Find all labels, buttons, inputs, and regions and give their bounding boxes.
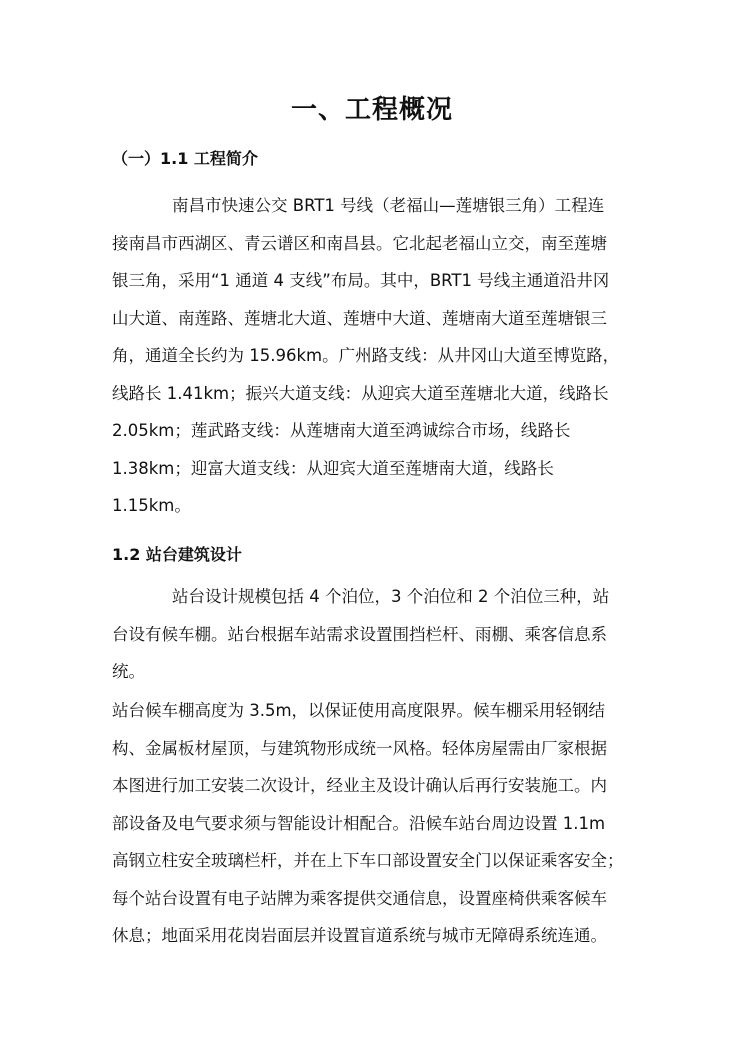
- paragraph-line: 休息；地面采用花岗岩面层并设置盲道系统与城市无障碍系统连通。: [112, 926, 607, 945]
- paragraph-line: 山大道、南莲路、莲塘北大道、莲塘中大道、莲塘南大道至莲塘银三: [112, 308, 607, 328]
- paragraph-line: 南昌市快速公交 BRT1 号线（老福山—莲塘银三角）工程连: [172, 196, 605, 215]
- paragraph-canopy-details: [112, 692, 636, 955]
- paragraph-line: 线路长 1.41km；振兴大道支线：从迎宾大道至莲塘北大道，线路长: [112, 383, 609, 403]
- paragraph-line: 统。: [112, 662, 145, 681]
- paragraph-line: 2.05km；莲武路支线：从莲塘南大道至鸿诚综合市场，线路长: [112, 421, 571, 440]
- paragraph-line: 每个站台设置有电子站牌为乘客提供交通信息，设置座椅供乘客候车: [112, 888, 607, 908]
- section-heading-intro: （一）1.1 工程简介: [112, 149, 258, 168]
- paragraph-line: 角，通道全长约为 15.96km。广州路支线：从井冈山大道至博览路，: [112, 346, 620, 365]
- paragraph-line: 1.15km。: [112, 496, 191, 515]
- paragraph-line: 本图进行加工安装二次设计，经业主及设计确认后再行安装施工。内: [112, 776, 607, 795]
- paragraph-line: 站台设计规模包括 4 个泊位，3 个泊位和 2 个泊位三种，站: [172, 587, 610, 606]
- paragraph-line: 高钢立柱安全玻璃栏杆，并在上下车口部设置安全门以保证乘客安全；: [112, 851, 624, 870]
- page-title: 一、工程概况: [290, 95, 453, 125]
- paragraph-line: 接南昌市西湖区、青云谱区和南昌县。它北起老福山立交，南至莲塘: [112, 233, 607, 253]
- section-heading-station-design: 1.2 站台建筑设计: [112, 545, 242, 564]
- paragraph-line: 银三角，采用“1 通道 4 支线”布局。其中，BRT1 号线主通道沿井冈: [112, 271, 610, 290]
- paragraph-line: 1.38km；迎富大道支线：从迎宾大道至莲塘南大道，线路长: [112, 458, 554, 478]
- paragraph-line: 台设有候车棚。站台根据车站需求设置围挡栏杆、雨棚、乘客信息系: [112, 624, 607, 644]
- paragraph-project-intro: [112, 187, 636, 525]
- paragraph-station-scale: [112, 578, 636, 691]
- paragraph-line: 构、金属板材屋顶，与建筑物形成统一风格。轻体房屋需由厂家根据: [112, 738, 607, 758]
- paragraph-line: 部设备及电气要求须与智能设计相配合。沿候车站台周边设置 1.1m: [112, 813, 606, 833]
- paragraph-line: 站台候车棚高度为 3.5m，以保证使用高度限界。候车棚采用轻钢结: [112, 701, 606, 720]
